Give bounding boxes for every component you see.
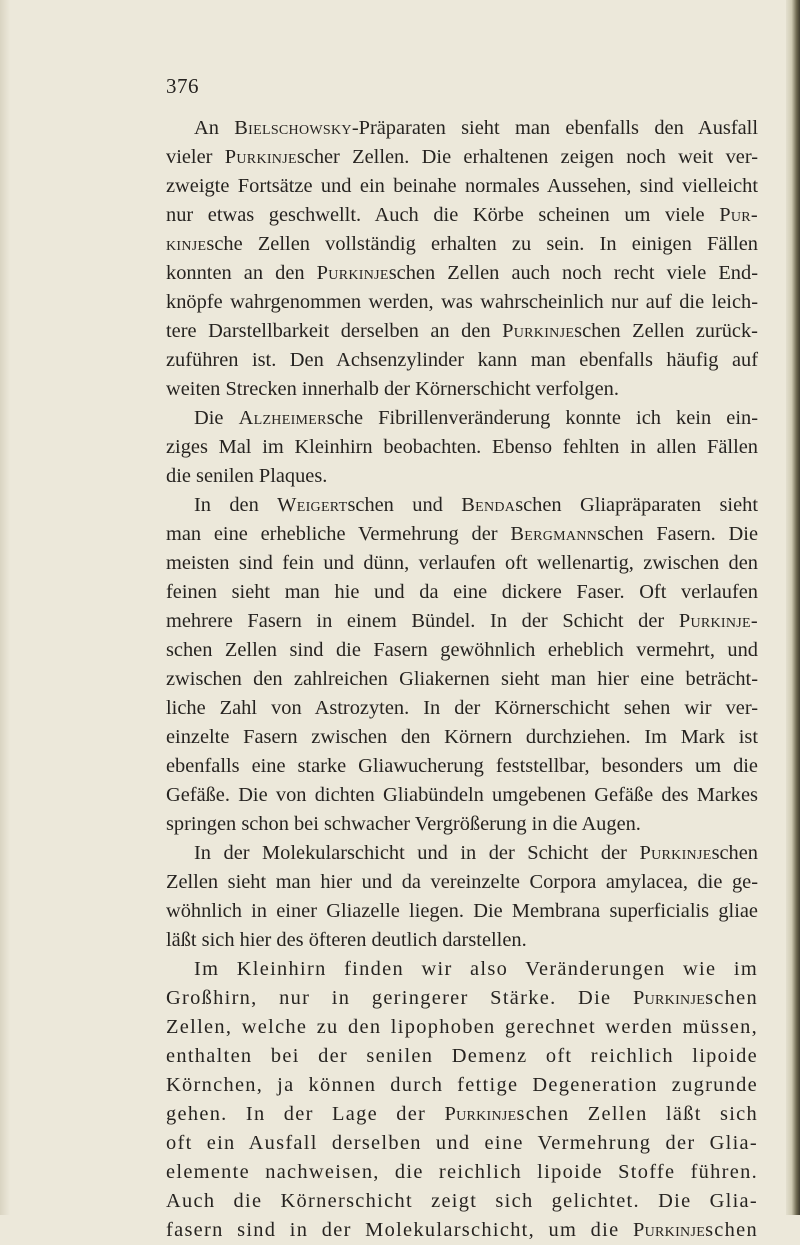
text-line: wöhnlich in einer Gliazelle liegen. Die Membrana superficialis gliae <box>166 900 758 922</box>
text-line: man eine erhebliche Vermehrung der Bergmannschen Fasern. Die <box>166 523 758 545</box>
text-line: meisten sind fein und dünn, verlaufen oft wellenartig, zwischen den <box>166 552 758 574</box>
text-line: weiten Strecken innerhalb der Körnerschicht verfolgen. <box>166 378 619 400</box>
author-name: Weigert <box>277 494 348 516</box>
text-line: An Bielschowsky-Präparaten sieht man ebenfalls den Ausfall <box>194 117 758 139</box>
text-line: mehrere Fasern in einem Bündel. In der Schicht der Purkinje- <box>166 610 758 632</box>
text-line: Großhirn, nur in geringerer Stärke. Die Purkinjeschen <box>166 987 758 1009</box>
text-line: elemente nachweisen, die reichlich lipoide Stoffe führen. <box>166 1161 758 1183</box>
text-line: Die Alzheimersche Fibrillenveränderung konnte ich kein ein- <box>194 407 758 429</box>
author-name: Purkinje <box>639 842 712 864</box>
author-name: Purkinje <box>502 320 575 342</box>
text-line: Zellen sieht man hier und da vereinzelte Corpora amylacea, die ge- <box>166 871 758 893</box>
text-line: schen Zellen sind die Fasern gewöhnlich erheblich vermehrt, und <box>166 639 758 661</box>
text-line: konnten an den Purkinjeschen Zellen auch noch recht viele End- <box>166 262 758 284</box>
text-line: feinen sieht man hie und da eine dickere Faser. Oft verlaufen <box>166 581 758 603</box>
text-line: Im Kleinhirn finden wir also Veränderungen wie im <box>194 958 758 980</box>
author-name: Alzheimer <box>238 407 327 429</box>
author-name: Purkinje <box>632 1219 706 1241</box>
text-line: ebenfalls eine starke Gliawucherung feststellbar, besonders um die <box>166 755 758 777</box>
text-line: läßt sich hier des öfteren deutlich darstellen. <box>166 929 527 951</box>
author-name: Bielschowsky <box>234 117 352 139</box>
author-name: Purkinje <box>224 146 297 168</box>
text-line: fasern sind in der Molekularschicht, um die Purkinjeschen <box>166 1219 758 1241</box>
text-line: kinjesche Zellen vollständig erhalten zu sein. In einigen Fällen <box>166 233 758 255</box>
page-number: 376 <box>166 74 199 98</box>
author-name: Purkinje- <box>678 610 758 632</box>
page-edge <box>786 0 800 1215</box>
text-line: zwischen den zahlreichen Gliakernen sieht man hier eine beträcht- <box>166 668 758 690</box>
text-line: zuführen ist. Den Achsenzylinder kann man ebenfalls häufig auf <box>166 349 758 371</box>
text-line: nur etwas geschwellt. Auch die Körbe scheinen um viele Pur- <box>166 204 758 226</box>
text-line: liche Zahl von Astrozyten. In der Körnerschicht sehen wir ver- <box>166 697 758 719</box>
text-line: Zellen, welche zu den lipophoben gerechnet werden müssen, <box>166 1016 758 1038</box>
text-line: Auch die Körnerschicht zeigt sich gelichtet. Die Glia- <box>166 1190 758 1212</box>
text-line: einzelte Fasern zwischen den Körnern durchziehen. Im Mark ist <box>166 726 758 748</box>
text-line: Gefäße. Die von dichten Gliabündeln umgebenen Gefäße des Markes <box>166 784 758 806</box>
text-line: oft ein Ausfall derselben und eine Vermehrung der Glia- <box>166 1132 758 1154</box>
author-name: Purkinje <box>632 987 706 1009</box>
text-line: enthalten bei der senilen Demenz oft reichlich lipoide <box>166 1045 758 1067</box>
text-line: vieler Purkinjescher Zellen. Die erhaltenen zeigen noch weit ver- <box>166 146 759 168</box>
text-line: In den Weigertschen und Bendaschen Gliapräparaten sieht <box>194 494 758 516</box>
text-line: tere Darstellbarkeit derselben an den Purkinjeschen Zellen zurück- <box>166 320 758 342</box>
text-line: die senilen Plaques. <box>166 465 328 487</box>
author-name: Benda <box>461 494 516 516</box>
text-line: ziges Mal im Kleinhirn beobachten. Ebenso fehlten in allen Fällen <box>166 436 758 458</box>
author-name: Purkinje <box>444 1103 517 1125</box>
text-line: Körnchen, ja können durch fettige Degeneration zugrunde <box>166 1074 758 1096</box>
author-name: Purkinje <box>316 262 389 284</box>
text-line: springen schon bei schwacher Vergrößerung in die Augen. <box>166 813 641 835</box>
text-line: zweigte Fortsätze und ein beinahe normales Aussehen, sind vielleicht <box>166 175 758 197</box>
author-name: Pur- <box>719 204 758 226</box>
author-name: Bergmann <box>510 523 598 545</box>
text-line: In der Molekularschicht und in der Schicht der Purkinjeschen <box>194 842 758 864</box>
author-name: kinje <box>166 233 207 255</box>
text-line: knöpfe wahrgenommen werden, was wahrscheinlich nur auf die leich- <box>166 291 758 313</box>
page-gutter-shadow <box>0 0 10 1215</box>
text-line: gehen. In der Lage der Purkinjeschen Zellen läßt sich <box>166 1103 759 1125</box>
